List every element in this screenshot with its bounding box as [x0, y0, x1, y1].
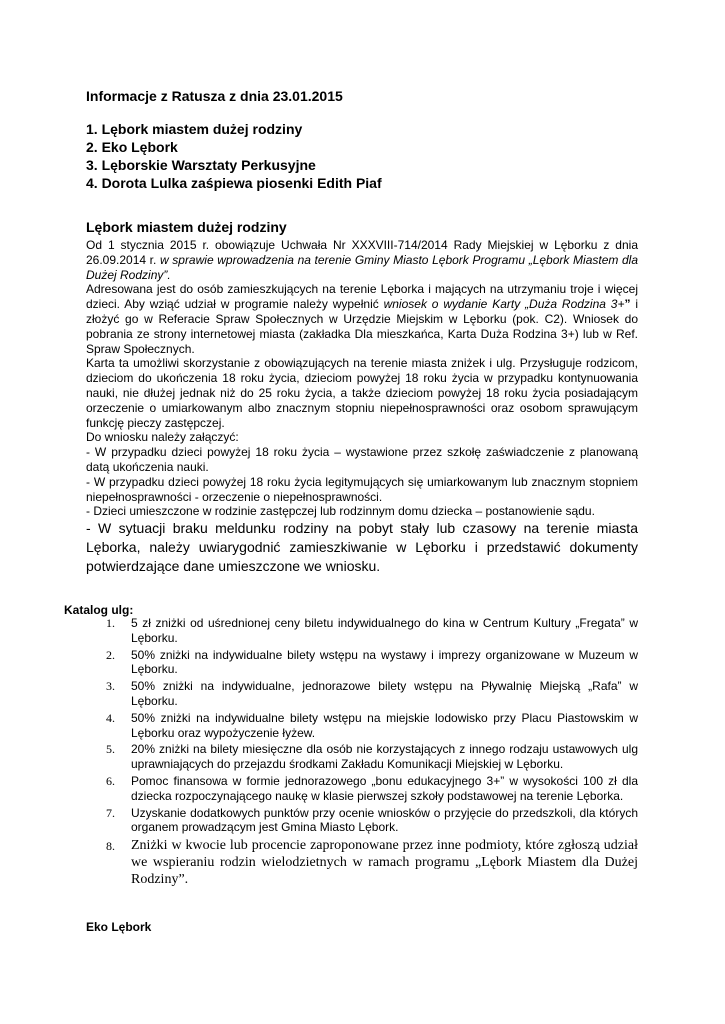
list-item-text: 50% zniżki na indywidualne bilety wstępu na miejskie lodowisko przy Placu Piastowskim w Lęborku oraz wypożyczenie łyżew. [131, 710, 638, 740]
toc-item: 1. Lębork miastem dużej rodziny [86, 121, 303, 137]
section-body [86, 238, 638, 576]
list-item [100, 711, 638, 741]
list-item-number: 5. [106, 742, 115, 757]
uchwala-text: Od 1 stycznia 2015 r. obowiązuje Uchwała Nr XXXVIII-714/2014 Rady Miejskiej w Lęborku z dnia 26.09.2014 r. [86, 238, 638, 267]
list-item-number: 8. [106, 839, 115, 854]
katalog-list [100, 616, 638, 890]
uchwala-italic: w sprawie wprowadzenia na terenie Gminy Miasto Lębork Programu „Lębork Miastem dla Dużej Rodziny”. [86, 252, 638, 282]
paragraph-karta: Karta ta umożliwi skorzystanie z obowiązujących na terenie miasta zniżek i ulg. Przysługuje rodzicom, dzieciom do ukończenia 18 roku życia, dzieciom powyżej 18 roku życia w przypadku kontynuowania nauki, nie dłużej jednak niż do 25 roku życia, a także dzieciom powyżej 18 roku życia posiadającym orzeczenie o umiarkowanym albo znacznym stopniu niepełnosprawności oraz osobom sprawującym funkcję pieczy zastępczej. [86, 356, 638, 430]
paragraph-zalaczyc: Do wniosku należy załączyć: [86, 430, 239, 445]
list-item-number: 6. [106, 773, 115, 788]
adresowana-text: Adresowana jest do osób zamieszkujących na terenie Lęborka i mających na utrzymaniu troje i więcej dzieci. Aby wziąć udział w programie należy wypełnić [86, 282, 638, 312]
document-title: Informacje z Ratusza z dnia 23.01.2015 [86, 88, 343, 104]
list-item [100, 742, 638, 772]
list-item [100, 679, 638, 709]
list-item-number: 4. [106, 710, 115, 725]
list-item-text: 50% zniżki na indywidualne bilety wstępu na wystawy i imprezy organizowane w Muzeum w Lęborku. [131, 647, 638, 677]
list-item-text: 5 zł zniżki od uśrednionej ceny biletu indywidualnego do kina w Centrum Kultury „Fregata” w Lęborku. [131, 616, 638, 645]
list-item [100, 837, 638, 888]
list-item-number: 1. [106, 616, 115, 630]
paragraph-uchwala [86, 238, 638, 282]
katalog-title: Katalog ulg: [64, 603, 134, 617]
list-item-text: Zniżki w kwocie lub procencie zaproponowane przez inne podmioty, które zgłoszą udział we wspieraniu rodzin wielodzietnych w ramach programu „Lębork Miastem dla Dużej Rodziny”. [131, 838, 638, 888]
table-of-contents [86, 120, 382, 192]
paragraph-zalacznik-1: - W przypadku dzieci powyżej 18 roku życia – wystawione przez szkołę zaświadczenie z planowaną datą ukończenia nauki. [86, 445, 638, 474]
section-title-lebork: Lębork miastem dużej rodziny [86, 219, 287, 235]
toc-item: 3. Lęborskie Warsztaty Perkusyjne [86, 157, 316, 173]
paragraph-zalacznik-2: - W przypadku dzieci powyżej 18 roku życia legitymujących się umiarkowanym lub znacznym stopniem niepełnosprawności - orzeczenie o niepełnosprawności. [86, 474, 638, 504]
list-item-number: 2. [106, 647, 115, 662]
paragraph-zalacznik-3: - Dzieci umieszczone w rodzinie zastępczej lub rodzinnym domu dziecka – postanowienie sądu. [86, 504, 595, 519]
paragraph-adresowana [86, 282, 638, 356]
wniosek-italic: wniosek o wydanie Karty „Duża Rodzina 3+ [383, 297, 625, 312]
quote-bold: ” [624, 297, 631, 312]
paragraph-meldunek: - W sytuacji braku meldunku rodziny na pobyt stały lub czasowy na terenie miasta Lęborka, należy uwiarygodnić zamieszkiwanie w Lęborku i przedstawić dokumenty potwierdzające dane umieszczone we wniosku. [86, 520, 638, 575]
list-item [100, 648, 638, 678]
list-item-text: Uzyskanie dodatkowych punktów przy ocenie wniosków o przyjęcie do przedszkoli, dla których organem prowadzącym jest Gmina Miasto Lębork. [131, 805, 638, 835]
list-item [100, 774, 638, 804]
list-item-number: 7. [106, 805, 115, 820]
list-item [100, 806, 638, 836]
list-item-text: 50% zniżki na indywidualne, jednorazowe bilety wstępu na Pływalnię Miejską „Rafa” w Lęborku. [131, 679, 638, 708]
list-item [100, 616, 638, 646]
section-title-eko: Eko Lębork [86, 920, 152, 934]
list-item-text: 20% zniżki na bilety miesięczne dla osób nie korzystających z innego rodzaju ustawowych ulg uprawniających do przejazdu środkami Zakładu Komunikacji Miejskiej w Lęborku. [131, 742, 638, 772]
adresowana-rest: i złożyć go w Referacie Spraw Społecznych w Urzędzie Miejskim w Lęborku (pok. C2). Wniosek do pobrania ze strony internetowej miasta (zakładka Dla mieszkańca, Karta Duża Rodzina 3+) lub w Ref. Spraw Społecznych. [86, 297, 638, 356]
toc-item: 4. Dorota Lulka zaśpiewa piosenki Edith Piaf [86, 175, 382, 191]
list-item-text: Pomoc finansowa w formie jednorazowego „bonu edukacyjnego 3+” w wysokości 100 zł dla dziecka rozpoczynającego naukę w klasie pierwszej szkoły podstawowej na terenie Lęborka. [131, 773, 638, 803]
toc-item: 2. Eko Lębork [86, 139, 178, 155]
list-item-number: 3. [106, 679, 115, 694]
